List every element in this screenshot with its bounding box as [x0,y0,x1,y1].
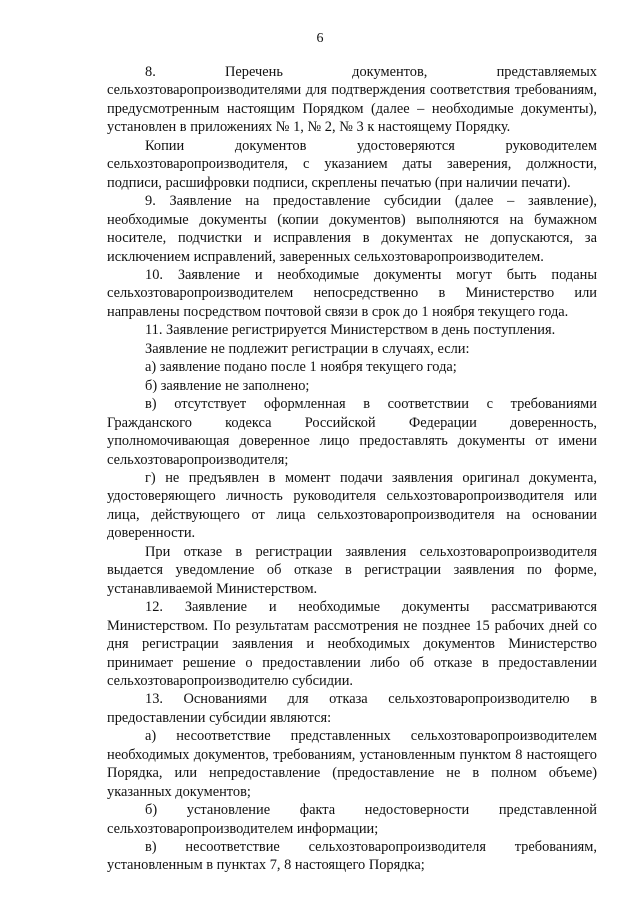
document-body [107,63,597,875]
paragraph-9: 9. Заявление на предоставление субсидии (далее – заявление), необходимые документы (копии документов) выполняются на бумажном носителе, подчистки и исправления в документах не допускаются, за исключением исправлений, заверенных сельхозтоваропроизводителем. [107,193,597,265]
list-item-g: г) не предъявлен в момент подачи заявления оригинал документа, удостоверяющего личность руководителя сельхозтоваропроизводителя или лица, действующего от лица сельхозтоваропроизводителя на основании доверенности. [107,469,597,542]
paragraph-11: 11. Заявление регистрируется Министерством в день поступления. [145,322,556,339]
list-item-b: б) заявление не заполнено; [145,377,310,394]
list-item-v: в) отсутствует оформленная в соответствии с требованиями Гражданского кодекса Российской Федерации доверенность, уполномочивающая доверенное лицо предоставлять документы от имени сельхозтоваропроизводителя; [107,396,597,468]
paragraph-13: 13. Основаниями для отказа сельхозтоваропроизводителю в предоставлении субсидии являются: [107,691,597,726]
paragraph-registration-refusal-intro: Заявление не подлежит регистрации в случаях, если: [145,340,470,357]
paragraph-12: 12. Заявление и необходимые документы рассматриваются Министерством. По результатам рассмотрения не позднее 15 рабочих дней со дня регистрации заявления и необходимых документов Министерство принимает решение о предоставлении либо об отказе в предоставлении сельхозтоваропроизводителю субсидии. [107,599,597,689]
refusal-ground-v: в) несоответствие сельхозтоваропроизводителя требованиям, установленным в пунктах 7, 8 настоящего Порядка; [107,839,597,874]
paragraph-10: 10. Заявление и необходимые документы могут быть поданы сельхозтоваропроизводителем непосредственно в Министерство или направлены посредством почтовой связи в срок до 1 ноября текущего года. [107,266,597,320]
page-number: 6 [316,31,324,46]
refusal-ground-b: б) установление факта недостоверности представленной сельхозтоваропроизводителем информации; [107,802,597,837]
paragraph-copies-certification: Копии документов удостоверяются руководителем сельхозтоваропроизводителя, с указанием даты заверения, должности, подписи, расшифровки подписи, скреплены печатью (при наличии печати). [107,137,597,191]
paragraph-8: 8. Перечень документов, представляемых сельхозтоваропроизводителями для подтверждения соответствия требованиям, предусмотренным настоящим Порядком (далее – необходимые документы), установлен в приложениях № 1, № 2, № 3 к настоящему Порядку. [107,64,597,136]
list-item-a: а) заявление подано после 1 ноября текущего года; [145,359,457,376]
paragraph-refusal-notice: При отказе в регистрации заявления сельхозтоваропроизводителя выдается уведомление об отказе в регистрации заявления по форме, устанавливаемой Министерством. [107,543,597,597]
refusal-ground-a: а) несоответствие представленных сельхозтоваропроизводителем необходимых документов, требованиям, установленным пунктом 8 настоящего Порядка, или непредоставление (предоставление не в полном объеме) указанных документов; [107,728,597,800]
